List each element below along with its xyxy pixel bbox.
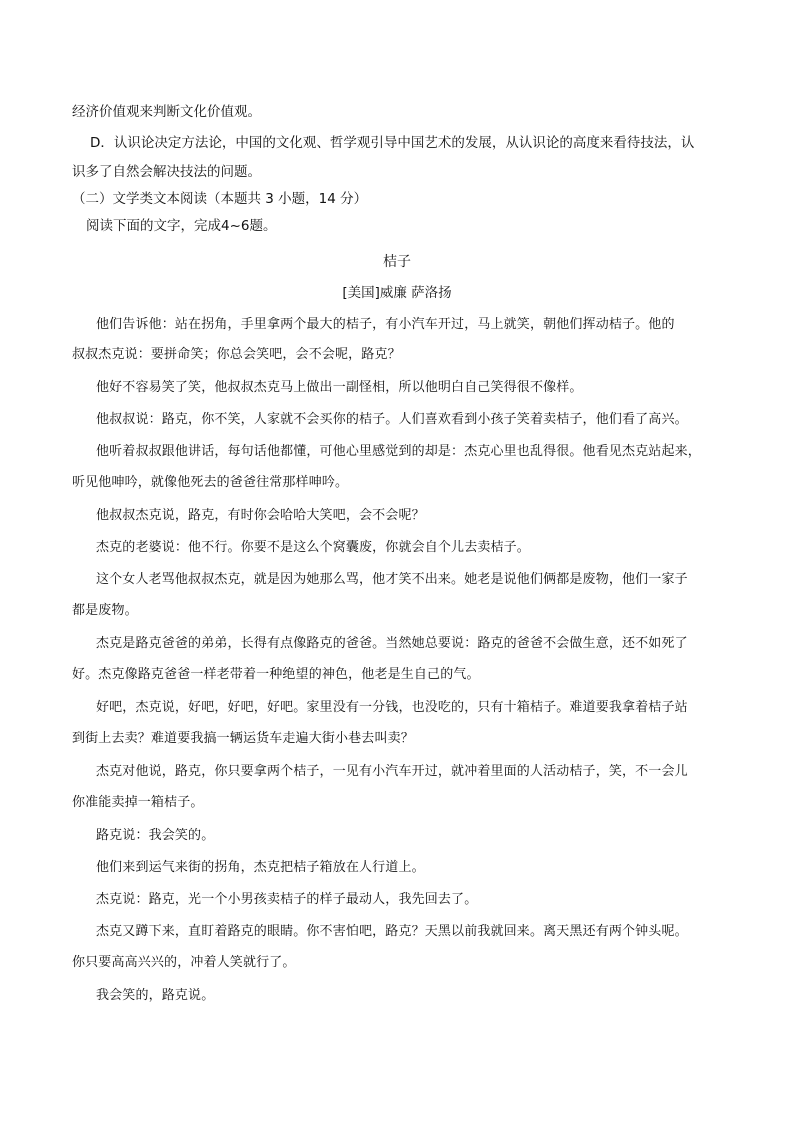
story-line-21: 你只要高高兴兴的，冲着人笑就行了。 bbox=[72, 955, 296, 970]
text-line-economic-value: 经济价值观来判断文化价值观。 bbox=[72, 104, 261, 120]
story-author: [美国]威廉 萨洛扬 bbox=[342, 285, 452, 301]
story-line-2: 叔叔杰克说：要拼命笑；你总会笑吧，会不会呢，路克？ bbox=[72, 347, 401, 362]
story-line-7: 他叔叔杰克说，路克，有时你会哈哈大笑吧，会不会呢？ bbox=[96, 508, 425, 523]
story-line-5: 他听着叔叔跟他讲话，每句话他都懂，可他心里感觉到的却是：杰克心里也乱得很。他看见杰克站起来， bbox=[96, 444, 701, 459]
story-line-9: 这个女人老骂他叔叔杰克，就是因为她那么骂，他才笑不出来。她老是说他们俩都是废物，他们一家子 bbox=[96, 572, 688, 587]
story-line-22: 我会笑的，路克说。 bbox=[96, 988, 215, 1003]
story-line-10: 都是废物。 bbox=[72, 603, 138, 618]
story-line-17: 路克说：我会笑的。 bbox=[96, 828, 215, 843]
reading-instruction: 阅读下面的文字，完成4~6题。 bbox=[86, 218, 277, 234]
story-line-12: 好。杰克像路克爸爸一样老带着一种绝望的神色，他老是生自己的气。 bbox=[72, 667, 480, 682]
story-line-3: 他好不容易笑了笑，他叔叔杰克马上做出一副怪相，所以他明白自己笑得很不像样。 bbox=[96, 380, 583, 395]
story-line-14: 到街上去卖？难道要我搞一辆运货车走遍大街小巷去叫卖？ bbox=[72, 731, 414, 746]
option-d-line-1: D．认识论决定方法论，中国的文化观、哲学观引导中国艺术的发展，从认识论的高度来看待技法，认 bbox=[90, 135, 695, 151]
story-line-8: 杰克的老婆说：他不行。你要不是这么个窝囊废，你就会自个儿去卖桔子。 bbox=[96, 540, 530, 555]
story-line-16: 你准能卖掉一箱桔子。 bbox=[72, 795, 204, 810]
option-d-line-2: 识多了自然会解决技法的问题。 bbox=[72, 164, 261, 180]
story-line-11: 杰克是路克爸爸的弟弟，长得有点像路克的爸爸。当然她总要说：路克的爸爸不会做生意，还不如死了 bbox=[96, 636, 688, 651]
story-line-18: 他们来到运气来街的拐角，杰克把桔子箱放在人行道上。 bbox=[96, 860, 425, 875]
story-line-1: 他们告诉他：站在拐角，手里拿两个最大的桔子，有小汽车开过，马上就笑，朝他们挥动桔子。他的 bbox=[96, 317, 675, 332]
story-title: 桔子 bbox=[383, 254, 411, 270]
story-line-19: 杰克说：路克，光一个小男孩卖桔子的样子最动人，我先回去了。 bbox=[96, 892, 478, 907]
story-line-4: 他叔叔说：路克，你不笑，人家就不会买你的桔子。人们喜欢看到小孩子笑着卖桔子，他们看了高兴。 bbox=[96, 412, 688, 427]
story-line-20: 杰克又蹲下来，直盯着路克的眼睛。你不害怕吧，路克？天黑以前我就回来。离天黑还有两个钟头呢。 bbox=[96, 924, 688, 939]
section-heading: （二）文学类文本阅读（本题共 3 小题，14 分） bbox=[72, 191, 368, 207]
story-line-15: 杰克对他说，路克，你只要拿两个桔子，一见有小汽车开过，就冲着里面的人活动桔子，笑，不一会儿 bbox=[96, 764, 688, 779]
story-line-6: 听见他呻吟，就像他死去的爸爸往常那样呻吟。 bbox=[72, 475, 349, 490]
story-line-13: 好吧，杰克说，好吧，好吧，好吧。家里没有一分钱，也没吃的，只有十箱桔子。难道要我拿着桔子站 bbox=[96, 700, 688, 715]
